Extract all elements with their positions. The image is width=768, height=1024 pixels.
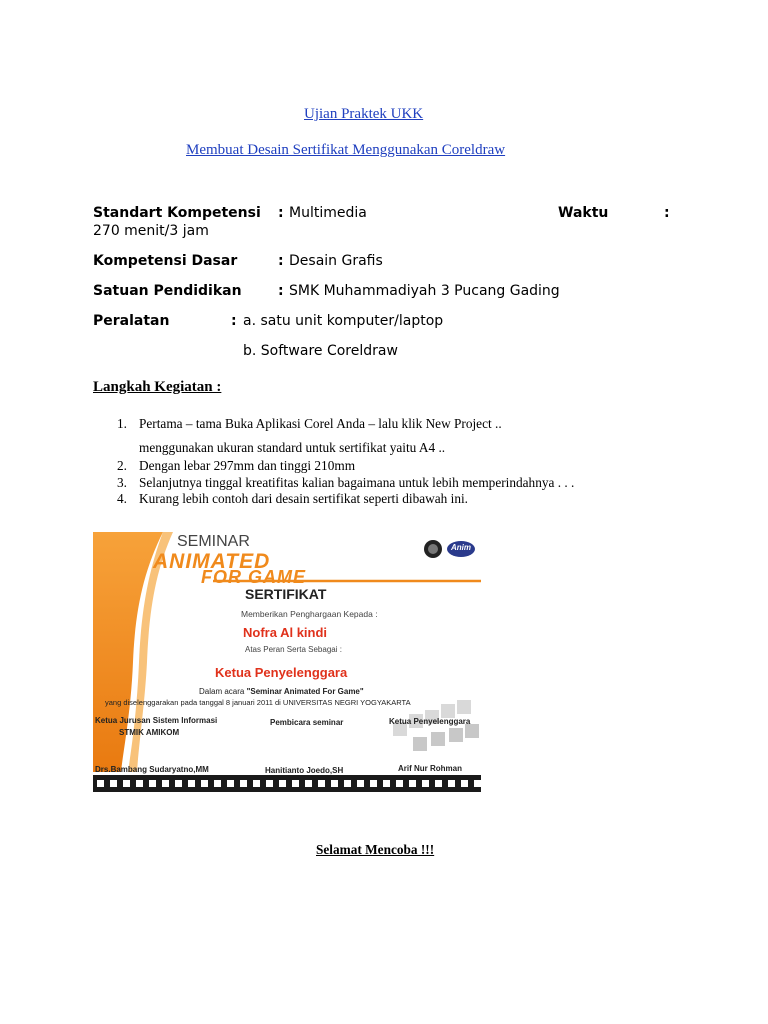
film-hole	[279, 780, 286, 787]
cert-sig1-sub: STMIK AMIKOM	[119, 728, 180, 737]
film-hole	[188, 780, 195, 787]
standart-colon: :	[278, 205, 284, 221]
cert-dalam-acara-prefix: Dalam acara	[199, 687, 247, 696]
kompetensi-colon: :	[278, 253, 284, 269]
film-hole	[370, 780, 377, 787]
film-hole	[383, 780, 390, 787]
film-hole	[214, 780, 221, 787]
film-hole	[97, 780, 104, 787]
film-hole	[305, 780, 312, 787]
cert-name: Nofra Al kindi	[243, 625, 328, 640]
list-item: Kurang lebih contoh dari desain sertifikat seperti dibawah ini.	[139, 491, 469, 506]
page-title[interactable]: Ujian Praktek UKK	[304, 106, 424, 122]
film-hole	[396, 780, 403, 787]
film-hole	[435, 780, 442, 787]
film-hole	[461, 780, 468, 787]
kompetensi-label: Kompetensi Dasar	[93, 253, 238, 269]
waktu-colon: :	[664, 205, 670, 221]
list-item-number: 4.	[117, 491, 127, 506]
anim-logo-text: Anim	[451, 543, 471, 552]
film-hole	[136, 780, 143, 787]
peralatan-a: a. satu unit komputer/laptop	[243, 313, 444, 329]
film-hole	[266, 780, 273, 787]
film-hole	[292, 780, 299, 787]
cert-sig2-title: Pembicara seminar	[270, 718, 344, 727]
satuan-colon: :	[278, 283, 284, 299]
film-hole	[227, 780, 234, 787]
waktu-value: 270 menit/3 jam	[93, 223, 209, 239]
film-hole	[474, 780, 481, 787]
standart-label: Standart Kompetensi	[93, 205, 261, 221]
list-item-number: 1.	[117, 416, 127, 431]
film-hole	[409, 780, 416, 787]
list-item: Pertama – tama Buka Aplikasi Corel Anda – lalu klik New Project ..	[139, 416, 502, 431]
cert-seminar: SEMINAR	[177, 533, 250, 550]
cert-dalam-acara	[199, 687, 364, 696]
film-hole	[253, 780, 260, 787]
page-subtitle[interactable]: Membuat Desain Sertifikat Menggunakan Coreldraw	[186, 142, 506, 158]
cert-sig3-name: Arif Nur Rohman	[398, 764, 462, 773]
film-hole	[448, 780, 455, 787]
list-item-number: 3.	[117, 475, 127, 490]
cert-for-game: FOR GAME	[201, 567, 306, 587]
film-hole	[149, 780, 156, 787]
list-item-number: 2.	[117, 458, 127, 473]
film-hole	[344, 780, 351, 787]
film-hole	[175, 780, 182, 787]
list-item: Selanjutnya tinggal kreatifitas kalian bagaimana untuk lebih memperindahnya . . .	[139, 475, 575, 490]
film-hole	[110, 780, 117, 787]
cert-memberikan: Memberikan Penghargaan Kepada :	[241, 609, 378, 619]
cert-sig1-name: Drs.Bambang Sudaryatno,MM	[95, 765, 209, 774]
film-hole	[422, 780, 429, 787]
cert-sig3-title: Ketua Penyelenggara	[389, 717, 471, 726]
cert-event-name: "Seminar Animated For Game"	[246, 687, 364, 696]
peralatan-label: Peralatan	[93, 313, 170, 329]
peralatan-b: b. Software Coreldraw	[243, 343, 398, 359]
peralatan-colon: :	[231, 313, 237, 329]
list-item: menggunakan ukuran standard untuk sertifikat yaitu A4 ..	[139, 440, 446, 455]
cert-sig1-title: Ketua Jurusan Sistem Informasi	[95, 716, 218, 725]
waktu-label: Waktu	[558, 205, 609, 221]
film-hole	[240, 780, 247, 787]
closing-text: Selamat Mencoba !!!	[316, 842, 435, 857]
film-hole	[162, 780, 169, 787]
list-item: Dengan lebar 297mm dan tinggi 210mm	[139, 458, 356, 473]
cert-sig2-name: Hanitianto Joedo,SH	[265, 766, 344, 775]
satuan-label: Satuan Pendidikan	[93, 283, 242, 299]
film-hole	[357, 780, 364, 787]
cert-atas-peran: Atas Peran Serta Sebagai :	[245, 645, 342, 654]
film-hole	[318, 780, 325, 787]
certificate-image	[93, 532, 481, 792]
film-hole	[201, 780, 208, 787]
cert-sertifikat: SERTIFIKAT	[245, 586, 327, 602]
film-hole	[331, 780, 338, 787]
cert-animated: ANIMATED	[153, 550, 271, 573]
langkah-heading: Langkah Kegiatan :	[93, 379, 222, 395]
cert-role: Ketua Penyelenggara	[215, 665, 348, 680]
film-hole	[123, 780, 130, 787]
standart-value: Multimedia	[289, 205, 367, 221]
cert-diselenggarakan: yang diselenggarakan pada tanggal 8 januari 2011 di UNIVERSITAS NEGRI YOGYAKARTA	[105, 698, 411, 707]
kompetensi-value: Desain Grafis	[289, 253, 383, 269]
satuan-value: SMK Muhammadiyah 3 Pucang Gading	[289, 283, 560, 299]
